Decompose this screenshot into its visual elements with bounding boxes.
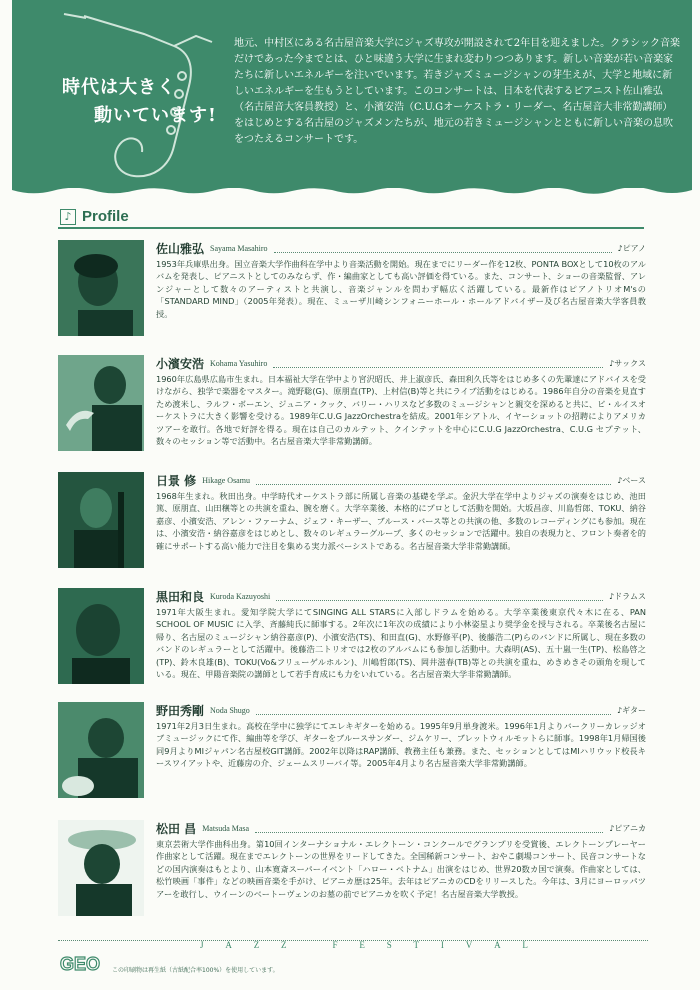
musician-name: 佐山雅弘 <box>156 241 205 256</box>
musician-photo <box>58 702 144 798</box>
musician-bio: 1971年2月3日生まれ。高校在学中に独学にてエレキギターを始める。1995年9月単身渡米。1996年1月よりバークリーカレッジオブミュージックにて作、編曲等を学び、ギターをブルースサンダー、ジムケリー、ブレットウィルモットらに師事。1998年1月帰国後同9月よりMIジャパン名古屋校GIT講師。2002年以降はRAP講師、教務主任も兼務。また、セッションとしてはMIハリウッド校長キースワイアットや、近藤房の介、ジェームスリーバイ等。2005年4月より名古屋音楽大学非常勤講師。 <box>156 721 646 769</box>
headline-line-2: 動いています! <box>94 105 217 126</box>
musician-photo <box>58 240 144 336</box>
musician-romaji: Noda Shugo <box>210 705 250 715</box>
geo-logo <box>58 950 108 976</box>
musician-name: 小濱安浩 <box>156 356 205 371</box>
musician-name: 黒田和良 <box>156 589 205 604</box>
profile-divider <box>58 227 644 229</box>
musician-romaji: Kuroda Kazuyoshi <box>210 591 271 601</box>
svg-text:GEO: GEO <box>60 954 101 974</box>
jazz-festival-label: J A Z Z F E S T I V A L <box>200 940 530 950</box>
musician-bio: 1960年広島県広島市生まれ。日本福祉大学在学中より宮沢昭氏、井上淑彦氏、森田利久氏等をはじめ多くの先輩達にアドバイスを受けながら、独学で楽器をマスター。滝野聡(G)、原朋直(TP)、上村信(B)等と共にライブ活動をはじめる。1986年自分の音楽を見直すため渡米し、ラルフ・ボーエン、ジュニア・クック、バリー・ハリスなど多数のミュージシャンと親交を深めると共に、ビ・ルイスオーケストラに大きく影響を受ける。1989年C.U.G JazzOrchestraを結成。2001年シアトル、イヤーショットの招聘によりアメリカツアーを敢行。各地で好評を得る。現在は自己のカルテット、クインテットを中心にC.U.G JazzOrchestra、C.U.G セプテット、数々のセッション等で活動中。名古屋音楽大学非常勤講師。 <box>156 374 646 447</box>
musician-name: 松田 昌 <box>156 821 197 836</box>
music-note-icon: ♪ <box>60 209 76 225</box>
recycled-paper-note: この印刷物は再生紙（古紙配合率100%）を使用しています。 <box>112 967 279 974</box>
musician-photo <box>58 355 144 451</box>
musician-bio: 1968年生まれ。秋田出身。中学時代オーケストラ部に所属し音楽の基礎を学ぶ。金沢大学在学中よりジャズの演奏をはじめ、池田篤、原朋直、山田穣等との共演を重ね、腕を磨く。大学卒業後、本格的にプロとして活動を開始。大坂昌彦、川島哲郎、TOKU、納谷嘉彦、小濱安浩、アレン・ファーナム、ジェフ・キーザー、ブルース・バース等との共演の他、多数のレコーディングにも参加。現在は、小濱安浩・納谷嘉彦をはじめとし、数々のレギュラーグループ、多くのセッションで活躍中。独自の表現力と、フロント奏者を的確にサポートする高い能力で注目を集める実力派ベーシストである。名古屋音楽大学非常勤講師。 <box>156 491 646 551</box>
musician-photo <box>58 472 144 568</box>
headline <box>62 74 217 130</box>
musician-romaji: Kohama Yasuhiro <box>210 358 268 368</box>
profile-heading <box>60 208 129 225</box>
musician-bio: 東京芸術大学作曲科出身。第10回インターナショナル・エレクトーン・コンクールでグランプリを受賞後、エレクトーンプレーヤー作曲家として活躍。現在までエレクトーンの世界をリードしてきた。全国稀新コンサート、おやこ劇場コンサート、民音コンサートなどの国内演奏はもとより、山本寛斎スーパーイベント「ハロー・ベトナム」出演をはじめ、世界20数カ国で演奏。作曲家としては、松竹映画「事件」などの映画音楽を手がけ、ピアニカ歴は25年。去年はピアニカのCDをリリースした。今年は、3月にヨーロッパツアーを敢行し、ウイーンのベートーヴェンのお墓の前でピアニカを吹く予定！名古屋音楽大学教授。 <box>156 839 646 899</box>
musician-photo <box>58 588 144 684</box>
musician-romaji: Sayama Masahiro <box>210 243 268 253</box>
musician-bio: 1953年兵庫県出身。国立音楽大学作曲科在学中より音楽活動を開始。現在までにリーダー作を12枚、PONTA BOXとして10枚のアルバムを発表し、ピアニストとしてのみならず、作・編曲家としても高い評価を得ている。また、コンサート、ショーの音楽監督、アレンジャーとして数々のアーティストと共演し、音楽ジャンルを問わず幅広く活躍している。最新作はピアノトリオM'sの「STANDARD MIND」（2005年発表）。現在、ミューザ川崎シンフォニーホール・ホールアドバイザー及び名古屋音楽大学客員教授。 <box>156 259 646 319</box>
headline-line-1: 時代は大きく <box>62 77 176 98</box>
musician-romaji: Hikage Osamu <box>202 475 250 485</box>
profile-title: Profile <box>82 208 129 225</box>
musician-bio: 1971年大阪生まれ。愛知学院大学にてSINGING ALL STARSに入部しドラムを始める。大学卒業後東京代々木に在る、PAN SCHOOL OF MUSIC に入学、斉藤純氏に師事する。2年次に1年次の成績により小林姿星より奨学金を授与される。卒業後名古屋に帰り、名古屋のミュージシャン納谷嘉彦(P)、小濱安浩(TS)、和田直(G)、水野修平(P)、後藤浩二(P)らのバンドに所属し、現在多数のバンドのレギュラーとして活躍中。後藤浩二トリオでは2枚のアルバムにも参加し活動中。大森明(AS)、五十嵐一生(TP)、松島啓之(TP)、鈴木良雄(B)、TOKU(Vo&フリューゲルホルン)、川嶋哲郎(TS)、岡井滋春(TB)等との共演を重ね、めきめきその頭角を現している。現在、甲陽音楽院の講師として若手育成にも力をいれている。名古屋音楽大学非常勤講師。 <box>156 607 646 680</box>
musician-photo <box>58 820 144 916</box>
header-banner <box>12 0 692 188</box>
musician-name: 日景 修 <box>156 473 197 488</box>
musician-instrument: ♪ドラムス <box>608 591 646 601</box>
musician-instrument: ♪ピアニカ <box>609 823 646 833</box>
musician-instrument: ♪ギター <box>616 705 646 715</box>
banner-wave-edge <box>12 186 692 198</box>
musician-romaji: Matsuda Masa <box>202 823 250 833</box>
musician-name: 野田秀剛 <box>156 703 205 718</box>
intro-text: 地元、中村区にある名古屋音楽大学にジャズ専攻が開設されて2年目を迎えました。クラシック音楽だけであった今までとは、ひと味違う大学に生まれ変わりつつあります。新しい音楽が若い音楽家たちに新しいエネルギーを注いでいます。若きジャズミュージシャンの芽生えが、大学と地域に新しいエネルギーを生もうとしています。このコンサートは、日本を代表するピアニスト佐山雅弘（名古屋音大客員教授）と、小濱安浩（C.U.Gオーケストラ・リーダー、名古屋音大非常勤講師）をはじめとする名古屋のジャズメンたちが、地元の若きミュージシャンとともに新しい音楽の息吹をつたえるコンサートです。 <box>234 38 680 145</box>
musician-instrument: ♪サックス <box>609 358 646 368</box>
musician-instrument: ♪ベース <box>617 475 646 485</box>
musician-instrument: ♪ピアノ <box>617 243 646 253</box>
